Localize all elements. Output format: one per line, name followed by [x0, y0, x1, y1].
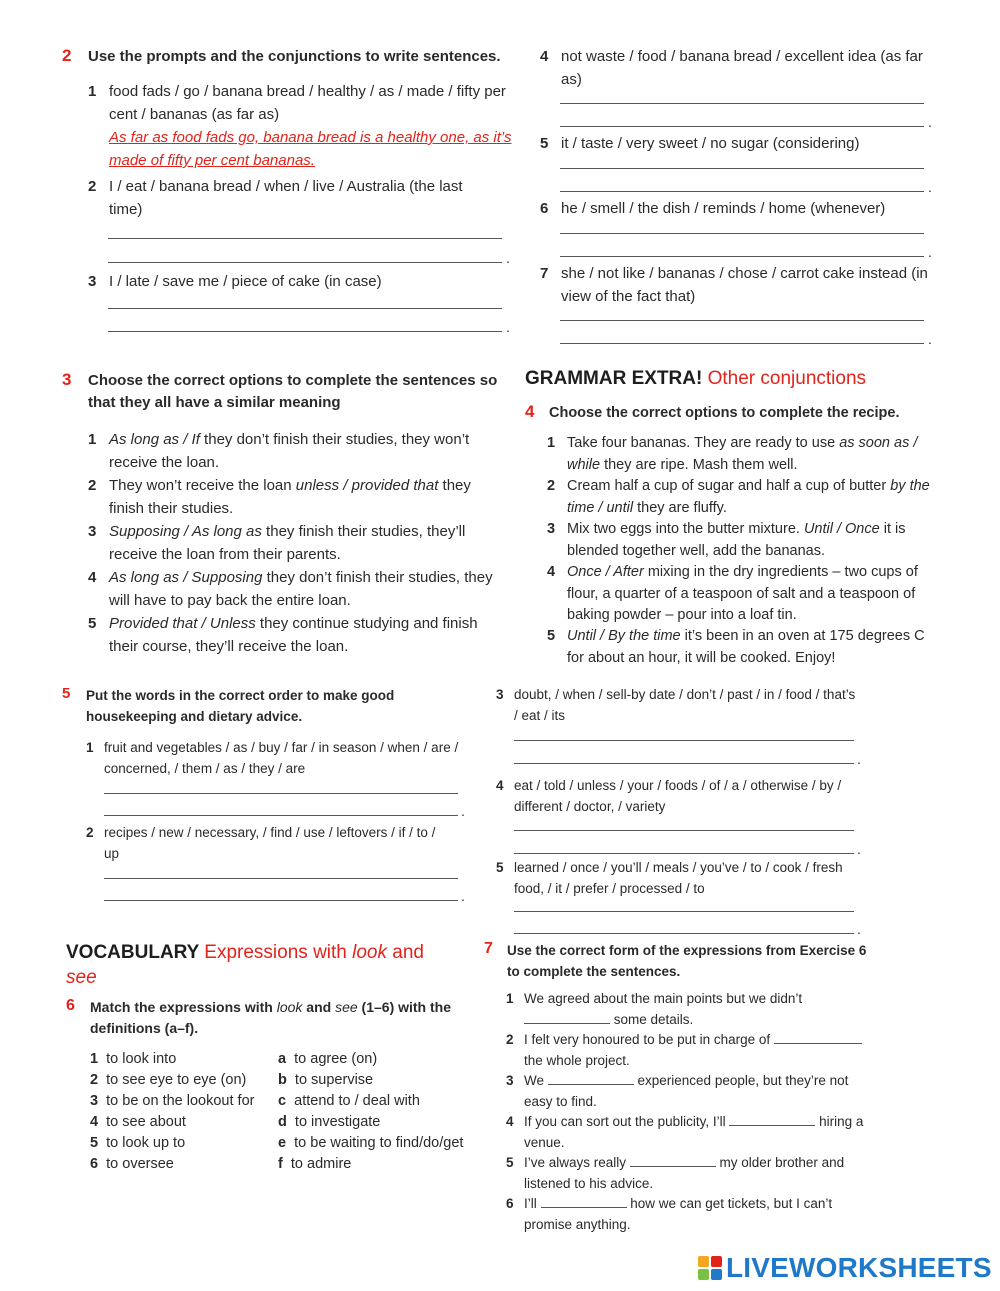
ex6-expression[interactable]: 6 to oversee — [90, 1156, 174, 1172]
full-stop: . — [928, 114, 932, 130]
ex2-item-2: 2 I / eat / banana bread / when / live / Australia (the last time) — [88, 178, 463, 218]
answer-line[interactable] — [560, 126, 924, 127]
answer-line[interactable] — [104, 793, 458, 794]
ex5-item-1: 1 fruit and vegetables / as / buy / far / in season / when / are / concerned, / them / as / they / are — [86, 740, 459, 776]
answer-blank[interactable] — [548, 1072, 634, 1085]
full-stop: . — [461, 888, 465, 904]
ex2-item-7: 7 she / not like / bananas / chose / carrot cake instead (in view of the fact that) — [540, 265, 928, 305]
full-stop: . — [857, 921, 861, 937]
ex5-item-4: 4 eat / told / unless / your / foods / of / a / otherwise / by / different / doctor, / variety — [496, 778, 842, 814]
option-choice[interactable]: Once / After — [567, 564, 644, 580]
option-choice[interactable]: Supposing / As long as — [109, 523, 262, 540]
logo-grid-icon — [698, 1256, 722, 1280]
answer-blank[interactable] — [630, 1154, 716, 1167]
ex2-instruction: Use the prompts and the conjunctions to write sentences. — [88, 48, 501, 65]
ex5-item-5: 5 learned / once / you’ll / meals / you’ve / to / cook / fresh food, / it / prefer / processed / to — [496, 860, 843, 896]
answer-line[interactable] — [560, 233, 924, 234]
option-choice[interactable]: by the time / until — [567, 478, 930, 516]
ex6-definition[interactable]: d to investigate — [278, 1114, 381, 1130]
ex4-item-3: 3 Mix two eggs into the butter mixture. Until / Once it is blended together well, add the bananas. — [547, 521, 906, 559]
option-choice[interactable]: As long as / If — [109, 431, 200, 448]
option-choice[interactable]: unless / provided that — [295, 477, 439, 494]
full-stop: . — [928, 244, 932, 260]
answer-line[interactable] — [560, 103, 924, 104]
ex6-number: 6 — [66, 997, 75, 1014]
ex3-item-4: 4 As long as / Supposing they don’t finish their studies, they will have to pay back the entire loan. — [88, 569, 493, 609]
ex6-expression[interactable]: 2 to see eye to eye (on) — [90, 1072, 247, 1088]
ex4-item-5: 5 Until / By the time it’s been in an oven at 175 degrees C for about an hour, it will be cooked. Enjoy! — [547, 628, 925, 666]
full-stop: . — [857, 841, 861, 857]
ex6-expression-list — [90, 1049, 254, 1175]
answer-line[interactable] — [514, 911, 854, 912]
option-choice[interactable]: As long as / Supposing — [109, 569, 263, 586]
ex5-item-3: 3 doubt, / when / sell-by date / don’t / past / in / food / that’s / eat / its — [496, 687, 856, 723]
option-choice[interactable]: Provided that / Unless — [109, 615, 256, 632]
ex4-item-2: 2 Cream half a cup of sugar and half a cup of butter by the time / until they are fluffy. — [547, 478, 930, 516]
ex6-expression[interactable]: 5 to look up to — [90, 1135, 186, 1151]
answer-line[interactable] — [104, 900, 458, 901]
full-stop: . — [506, 319, 510, 335]
ex3-item-1: 1 As long as / If they don’t finish their studies, they won’t receive the loan. — [88, 431, 470, 471]
liveworksheets-logo — [698, 1253, 992, 1283]
grammar-extra-heading: GRAMMAR EXTRA! Other conjunctions — [525, 368, 867, 389]
full-stop: . — [506, 250, 510, 266]
ex3-number: 3 — [62, 370, 72, 389]
answer-line[interactable] — [560, 320, 924, 321]
answer-blank[interactable] — [524, 1011, 610, 1024]
ex3-item-2: 2 They won’t receive the loan unless / provided that they finish their studies. — [88, 477, 471, 517]
ex7-instruction: Use the correct form of the expressions from Exercise 6 to complete the sentences. — [507, 943, 867, 979]
ex2-item-1: 1 food fads / go / banana bread / healthy / as / made / fifty per cent / bananas (as far as) As far as food fads go, banana bread is a healthy one, as it’s made of fifty per cent bananas. — [88, 80, 516, 172]
full-stop: . — [857, 751, 861, 767]
ex5-number: 5 — [62, 685, 71, 702]
ex3-instruction: Choose the correct options to complete the sentences so that they all have a similar meaning — [88, 372, 498, 411]
ex6-definition[interactable]: e to be waiting to find/do/get — [278, 1135, 464, 1151]
ex7-item-2: 2 I felt very honoured to be put in charge of the whole project. — [506, 1030, 876, 1071]
answer-line[interactable] — [104, 815, 458, 816]
option-choice[interactable]: Until / Once — [803, 521, 880, 537]
ex6-definition[interactable]: b to supervise — [278, 1072, 374, 1088]
ex5-instruction: Put the words in the correct order to make good housekeeping and dietary advice. — [86, 688, 395, 724]
answer-line[interactable] — [560, 343, 924, 344]
ex3-item-5: 5 Provided that / Unless they continue studying and finish their course, they’ll receive the loan. — [88, 615, 478, 655]
answer-line[interactable] — [560, 191, 924, 192]
ex3-item-3: 3 Supposing / As long as they finish their studies, they’ll receive the loan from their parents. — [88, 523, 466, 563]
ex2-item-5: 5 it / taste / very sweet / no sugar (considering) — [540, 135, 860, 152]
answer-line[interactable] — [104, 878, 458, 879]
answer-blank[interactable] — [774, 1031, 862, 1044]
ex4-item-1: 1 Take four bananas. They are ready to use as soon as / while they are ripe. Mash them well. — [547, 435, 918, 473]
ex2-item-1-prompt: food fads / go / banana bread / healthy / as / made / fifty per cent / bananas (as far as) — [109, 83, 506, 123]
answer-line[interactable] — [108, 262, 502, 263]
ex6-expression[interactable]: 3 to be on the lookout for — [90, 1093, 255, 1109]
answer-line[interactable] — [560, 168, 924, 169]
answer-line[interactable] — [108, 331, 502, 332]
answer-line[interactable] — [514, 933, 854, 934]
ex4-number: 4 — [525, 402, 535, 421]
ex7-number: 7 — [484, 940, 493, 957]
ex4-instruction: Choose the correct options to complete the recipe. — [549, 405, 900, 421]
option-choice[interactable]: as soon as / while — [567, 435, 918, 473]
ex6-definition-list — [278, 1049, 463, 1175]
ex7-item-4: 4 If you can sort out the publicity, I’ll hiring a venue. — [506, 1114, 864, 1150]
ex5-item-2: 2 recipes / new / necessary, / find / use / leftovers / if / to / up — [86, 825, 436, 861]
ex2-item-3: 3 I / late / save me / piece of cake (in case) — [88, 273, 382, 290]
answer-line[interactable] — [514, 740, 854, 741]
logo-text: LIVEWORKSHEETS — [726, 1252, 992, 1283]
answer-line[interactable] — [514, 853, 854, 854]
answer-line[interactable] — [560, 256, 924, 257]
ex6-definition[interactable]: a to agree (on) — [278, 1051, 378, 1067]
ex6-definition[interactable]: c attend to / deal with — [278, 1093, 420, 1109]
full-stop: . — [461, 803, 465, 819]
ex2-number: 2 — [62, 46, 72, 65]
ex6-instruction: Match the expressions with look and see (1–6) with the definitions (a–f). — [90, 999, 452, 1036]
ex6-expression[interactable]: 4 to see about — [90, 1114, 186, 1130]
answer-line[interactable] — [514, 763, 854, 764]
ex2-item-1-answer: As far as food fads go, banana bread is a healthy one, as it’s made of fifty per cent bananas. — [109, 129, 512, 169]
answer-blank[interactable] — [541, 1195, 627, 1208]
answer-line[interactable] — [514, 830, 854, 831]
vocabulary-heading: VOCABULARY Expressions with look and see — [66, 942, 424, 988]
answer-line[interactable] — [108, 308, 502, 309]
ex6-expression[interactable]: 1 to look into — [90, 1051, 177, 1067]
ex2-item-4: 4 not waste / food / banana bread / excellent idea (as far as) — [540, 48, 923, 88]
ex7-item-1: 1 We agreed about the main points but we didn’t some details. — [506, 991, 803, 1027]
answer-blank[interactable] — [729, 1113, 815, 1126]
ex7-item-3: 3 We experienced people, but they’re not easy to find. — [506, 1073, 849, 1109]
ex6-definition[interactable]: f to admire — [278, 1156, 352, 1172]
full-stop: . — [928, 179, 932, 195]
full-stop: . — [928, 331, 932, 347]
answer-line[interactable] — [108, 238, 502, 239]
ex2-item-6: 6 he / smell / the dish / reminds / home (whenever) — [540, 200, 886, 217]
option-choice[interactable]: Until / By the time — [567, 628, 681, 644]
ex4-item-4: 4 Once / After mixing in the dry ingredients – two cups of flour, a quarter of a teaspoon of salt and a teaspoon of baking powder – pour into a loaf tin. — [547, 564, 918, 623]
ex7-item-6: 6 I’ll how we can get tickets, but I can’t promise anything. — [506, 1196, 833, 1232]
ex7-item-5: 5 I’ve always really my older brother and listened to his advice. — [506, 1155, 845, 1191]
